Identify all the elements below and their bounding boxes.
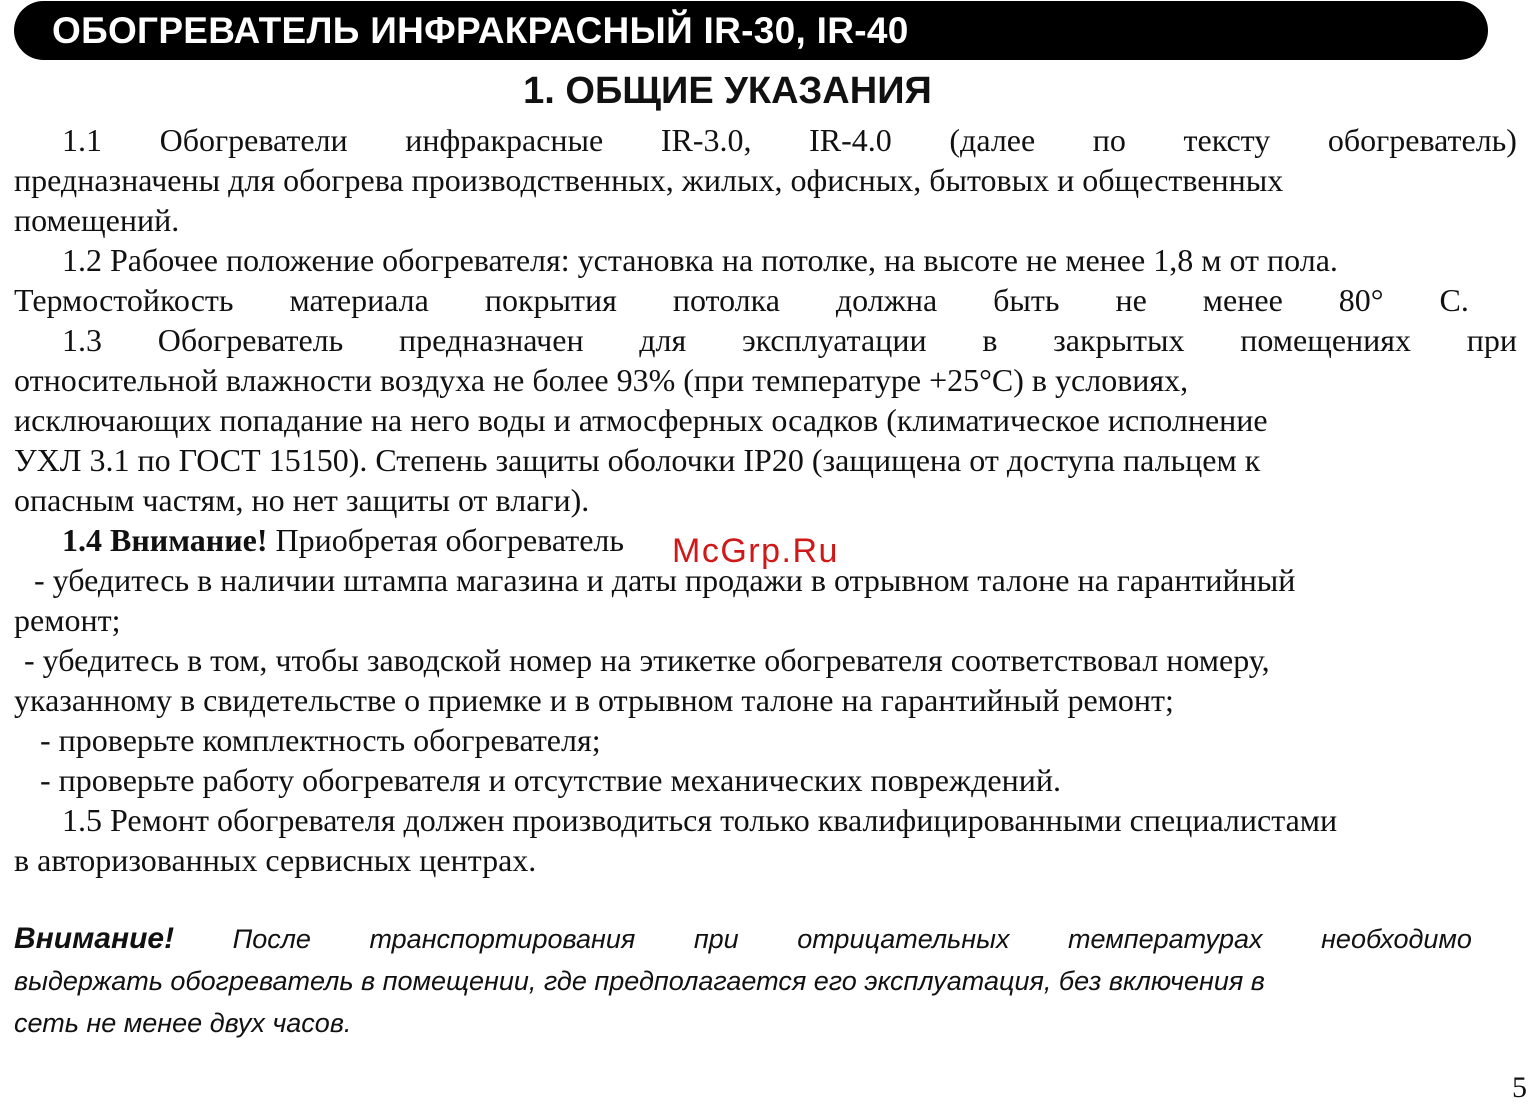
section-title: 1. ОБЩИЕ УКАЗАНИЯ (523, 70, 932, 112)
document-title: ОБОГРЕВАТЕЛЬ ИНФРАКРАСНЫЙ IR-30, IR-40 (52, 9, 909, 51)
attention-label: 1.4 Внимание! (62, 522, 268, 558)
page-number: 5 (1512, 1071, 1527, 1104)
warning-notice-line-1: Внимание! После транспортирования при отрицательных температурах необходимо (14, 918, 1472, 960)
warning-notice (14, 918, 1472, 1044)
paragraph-1-3-line-4: УХЛ 3.1 по ГОСТ 15150). Степень защиты оболочки IP20 (защищена от доступа пальцем к (14, 442, 1261, 478)
paragraph-1-3-line-3: исключающих попадание на него воды и атмосферных осадков (климатическое исполнение (14, 402, 1268, 438)
paragraph-1-1-line-3: помещений. (14, 202, 180, 238)
document-body (14, 120, 1517, 880)
checklist-item-4: - проверьте работу обогревателя и отсутствие механических повреждений. (40, 762, 1061, 798)
warning-notice-line-3: сеть не менее двух часов. (14, 1008, 352, 1038)
warning-notice-line-2: выдержать обогреватель в помещении, где предполагается его эксплуатация, без включения в (14, 966, 1265, 996)
paragraph-1-5-line-1: 1.5 Ремонт обогревателя должен производиться только квалифицированными специалистами (62, 802, 1338, 838)
checklist-item-1-line-2: ремонт; (14, 602, 121, 638)
paragraph-1-3-line-1: 1.3 Обогреватель предназначен для эксплуатации в закрытых помещениях при (62, 322, 1517, 358)
paragraph-1-3-line-5: опасным частям, но нет защиты от влаги). (14, 482, 590, 518)
paragraph-1-4-heading: 1.4 Внимание! Приобретая обогреватель (62, 522, 624, 558)
paragraph-1-2-line-2: Термостойкость материала покрытия потолка должна быть не менее 80° С. (14, 282, 1469, 318)
checklist-item-2-line-2: указанному в свидетельстве о приемке и в отрывном талоне на гарантийный ремонт; (14, 682, 1174, 718)
checklist-item-2-line-1: - убедитесь в том, чтобы заводской номер на этикетке обогревателя соответствовал номеру, (24, 642, 1270, 678)
header-bar (14, 1, 1488, 60)
paragraph-1-5-line-2: в авторизованных сервисных центрах. (14, 842, 537, 878)
paragraph-1-2-line-1: 1.2 Рабочее положение обогревателя: установка на потолке, на высоте не менее 1,8 м от пола. (62, 242, 1338, 278)
warning-label: Внимание! (14, 922, 175, 955)
watermark: McGrp.Ru (672, 532, 839, 570)
checklist-item-1-line-1: - убедитесь в наличии штампа магазина и даты продажи в отрывном талоне на гарантийный (34, 562, 1296, 598)
paragraph-1-1-line-1: 1.1 Обогреватели инфракрасные IR-3.0, IR-4.0 (далее по тексту обогреватель) (62, 122, 1517, 158)
paragraph-1-1-line-2: предназначены для обогрева производственных, жилых, офисных, бытовых и общественных (14, 162, 1284, 198)
checklist-item-3: - проверьте комплектность обогревателя; (40, 722, 601, 758)
paragraph-1-3-line-2: относительной влажности воздуха не более 93% (при температуре +25°С) в условиях, (14, 362, 1189, 398)
